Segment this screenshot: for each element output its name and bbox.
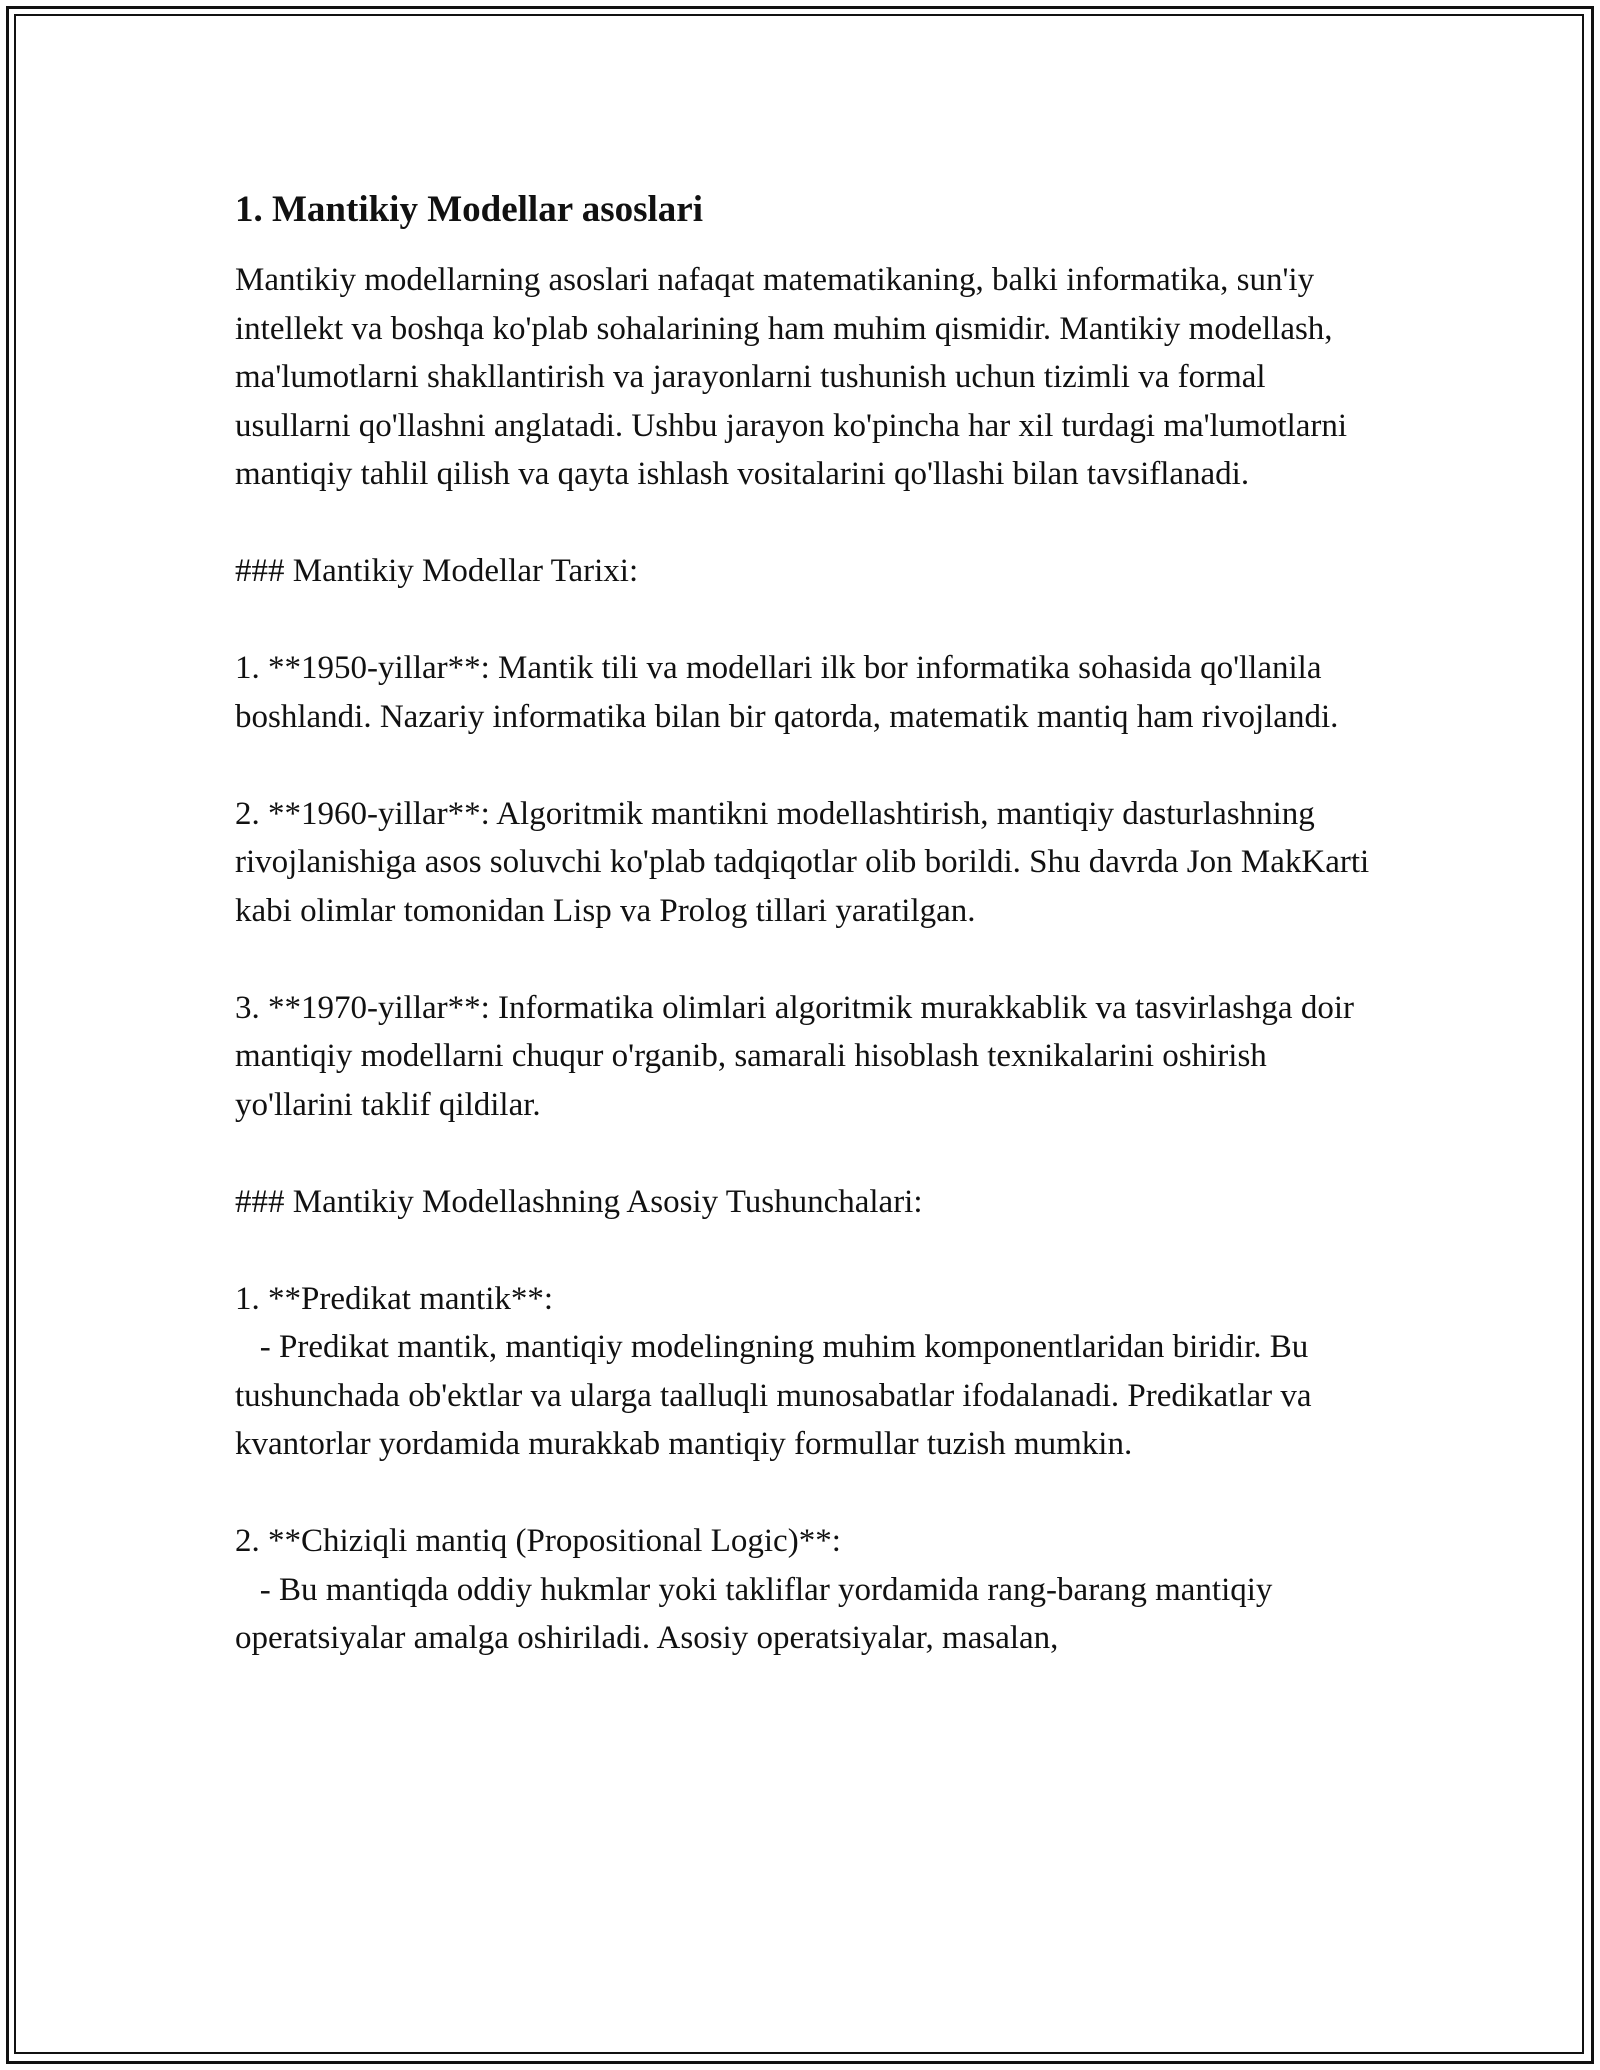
history-item-1960: 2. **1960-yillar**: Algoritmik mantikni modellashtirish, mantiqiy dasturlashning rivojlanishiga asos soluvchi ko'plab tadqiqotlar olib borildi. Shu davrda Jon MakKarti kabi olimlar tomonidan Lisp va Prolog tillari yaratilgan.	[235, 795, 1378, 929]
concept-propositional-body: - Bu mantiqda oddiy hukmlar yoki takliflar yordamida rang-barang mantiqiy operatsiyalar amalga oshiriladi. Asosiy operatsiyalar, masalan,	[235, 1571, 1281, 1656]
concept-predicate-body: - Predikat mantik, mantiqiy modelingning muhim komponentlaridan biridir. Bu tushunchada ob'ektlar va ularga taalluqli munosabatlar ifodalanadi. Predikatlar va kvantorlar yordamida murakkab mantiqiy formullar tuzish mumkin.	[235, 1329, 1320, 1462]
spacer	[235, 935, 1385, 984]
intro-paragraph: Mantikiy modellarning asoslari nafaqat matematikaning, balki informatika, sun'iy intellekt va boshqa ko'plab sohalarining ham muhim qismidir. Mantikiy modellash, ma'lumotlarni shakllantirish va jarayonlarni tushunish uchun tizimli va formal usullarni qo'llashni anglatadi. Ushbu jarayon ko'pincha har xil turdagi ma'lumotlarni mantiqiy tahlil qilish va qayta ishlash vositalarini qo'llashi bilan tavsiflanadi.	[235, 262, 1356, 492]
document-title: 1. Mantikiy Modellar asoslari	[235, 189, 703, 230]
spacer	[235, 596, 1385, 645]
history-item-1970: 3. **1970-yillar**: Informatika olimlari algoritmik murakkablik va tasvirlashga doir mantiqiy modellarni chuqur o'rganib, samarali hisoblash texnikalarini oshirish yo'llarini taklif qildilar.	[235, 989, 1363, 1123]
history-item-1950: 1. **1950-yillar**: Mantik tili va modellari ilk bor informatika sohasida qo'llanila boshlandi. Nazariy informatika bilan bir qatorda, matematik mantiq ham rivojlandi.	[235, 650, 1339, 735]
spacer	[235, 1226, 1385, 1275]
spacer	[235, 741, 1385, 790]
history-heading: ### Mantikiy Modellar Tarixi:	[235, 553, 639, 589]
spacer	[235, 1469, 1385, 1518]
concept-predicate-heading: 1. **Predikat mantik**:	[235, 1280, 554, 1317]
spacer	[235, 499, 1385, 548]
document-body	[235, 186, 1385, 1663]
concepts-heading: ### Mantikiy Modellashning Asosiy Tushunchalari:	[235, 1183, 923, 1220]
concept-propositional-heading: 2. **Chiziqli mantiq (Propositional Logic)**:	[235, 1523, 841, 1559]
spacer	[235, 1129, 1385, 1178]
